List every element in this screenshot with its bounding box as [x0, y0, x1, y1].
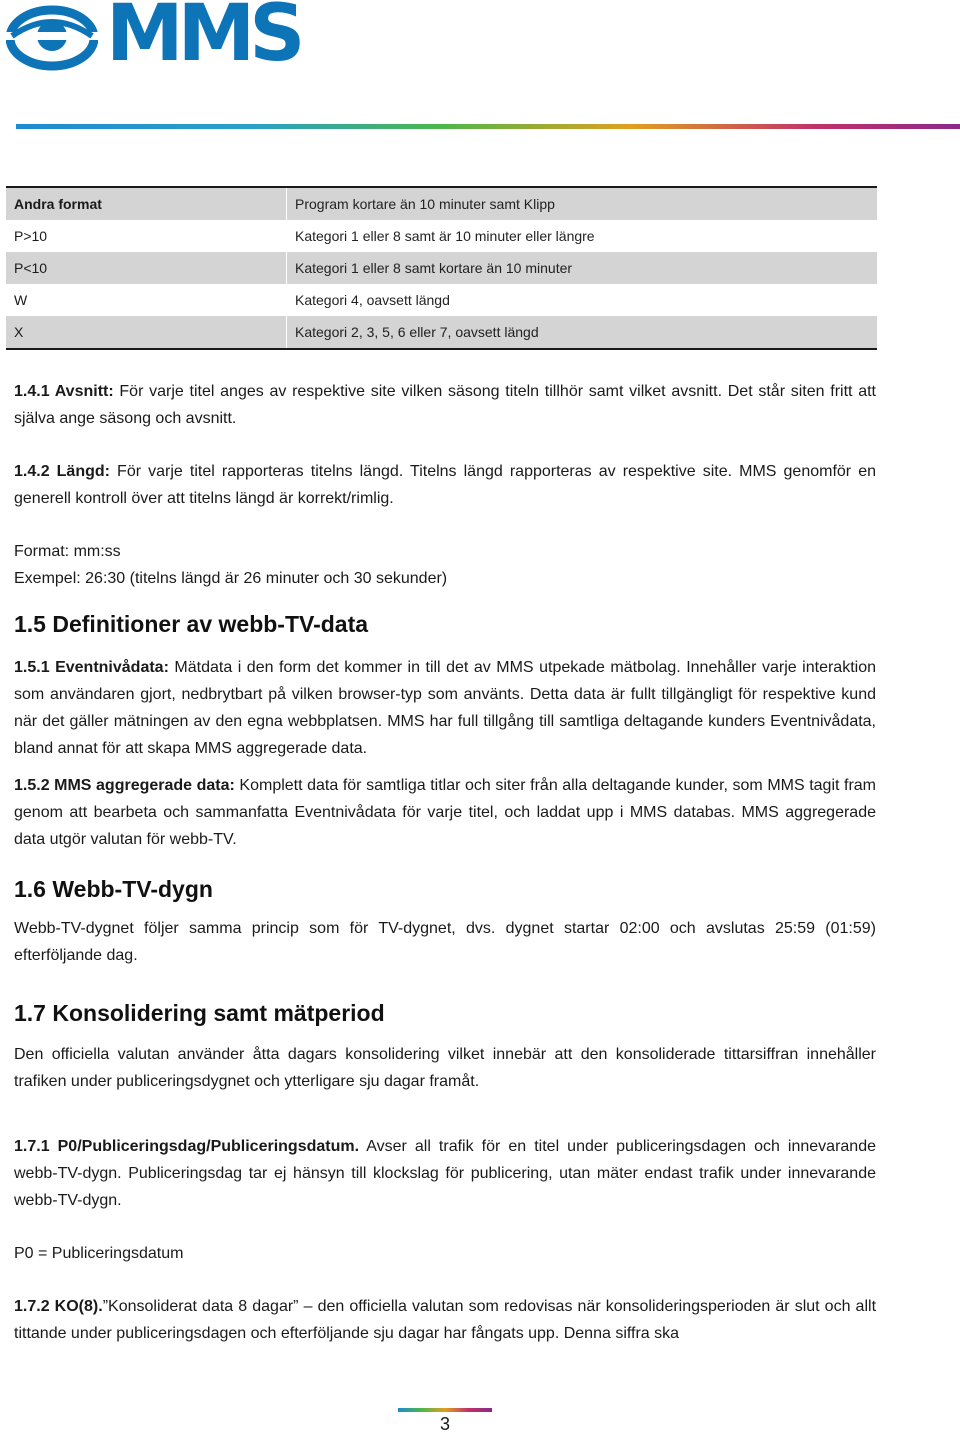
paragraph-1-7: Den officiella valutan använder åtta dagars konsolidering vilket innebär att den konsoliderade tittarsiffran innehåller trafiken under publiceringsdygnet och ytterligare sju dagar framåt.: [14, 1046, 876, 1090]
section-label: 1.4.1 Avsnitt:: [14, 383, 114, 400]
page-number: 3: [439, 1414, 450, 1434]
section-1-7-1: [14, 1133, 876, 1214]
section-text: För varje titel anges av respektive site vilken säsong titeln tillhör samt vilket avsnitt. Det står siten fritt att själva ange säsong och avsnitt.: [14, 383, 876, 427]
table-cell-code: P>10: [6, 220, 287, 252]
table-cell-desc: Kategori 4, oavsett längd: [295, 292, 450, 308]
format-table: [6, 186, 877, 350]
section-text: ”Konsoliderat data 8 dagar” – den officiella valutan som redovisas när konsolideringsperioden är slut och allt tittande under publiceringsdagen och efterföljande sju dagar har fångats upp. Denna siffra ska: [14, 1298, 877, 1342]
table-cell-desc: Kategori 1 eller 8 samt är 10 minuter eller längre: [295, 228, 595, 244]
section-text: Mätdata i den form det kommer in till det av MMS utpekade mätbolag. Innehåller varje interaktion som användaren gjort, nedbrytbart på vilken browser-typ som använts. Detta data är fullt tillgängligt för respektive kund när det gäller mätningen av den egna webbplatsen. MMS har full tillgång till samtliga deltagande kunders Eventnivådata, bland annat för att skapa MMS aggregerade data.: [14, 659, 876, 757]
example-line: Exempel: 26:30 (titelns längd är 26 minuter och 30 sekunder): [14, 570, 448, 587]
table-cell-code: W: [6, 284, 287, 316]
logo-text: MMS: [106, 0, 300, 79]
table-cell-code: Andra format: [6, 187, 287, 220]
table-row: [6, 252, 877, 284]
section-text: Komplett data för samtliga titlar och siter från alla deltagande kunder, som MMS tagit fram genom att bearbeta och sammanfatta Eventnivådata för varje titel, och laddat upp i MMS databas. MMS aggregerade data utgör valutan för webb-TV.: [14, 777, 877, 848]
section-1-5-2: [14, 772, 876, 853]
table-cell-desc: Kategori 2, 3, 5, 6 eller 7, oavsett längd: [287, 316, 878, 349]
table-cell-desc: Kategori 1 eller 8 samt kortare än 10 minuter: [287, 252, 878, 284]
document-body: [14, 378, 876, 1347]
format-line: Format: mm:ss: [14, 543, 121, 560]
paragraph-1-6: Webb-TV-dygnet följer samma princip som för TV-dygnet, dvs. dygnet startar 02:00 och avslutas 25:59 (01:59) efterföljande dag.: [14, 920, 876, 964]
section-label: 1.7.2 KO(8).: [14, 1298, 103, 1315]
table-cell-code: P<10: [6, 252, 287, 284]
table-cell-desc: Program kortare än 10 minuter samt Klipp: [287, 187, 878, 220]
section-1-7-2: [14, 1293, 876, 1347]
page-header: [0, 0, 960, 135]
footer-color-rule: [398, 1408, 492, 1412]
section-label: 1.7.1 P0/Publiceringsdag/Publiceringsdatum.: [14, 1138, 360, 1155]
eye-logo-icon: [6, 2, 98, 72]
table-cell-code: X: [6, 316, 287, 349]
section-1-4-1: [14, 378, 876, 432]
section-label: 1.4.2 Längd:: [14, 463, 110, 480]
section-label: 1.5.2 MMS aggregerade data:: [14, 777, 235, 794]
header-color-rule: [16, 124, 960, 129]
section-1-5-1: [14, 654, 876, 762]
heading-1-7: 1.7 Konsolidering samt mätperiod: [14, 1000, 385, 1026]
table-row: [6, 284, 877, 316]
section-1-4-2: [14, 458, 876, 512]
table-row: [6, 187, 877, 220]
mms-logo: [6, 0, 300, 79]
heading-1-6: 1.6 Webb-TV-dygn: [14, 876, 213, 902]
heading-1-5: 1.5 Definitioner av webb-TV-data: [14, 611, 369, 637]
section-text: Avser all trafik för en titel under publiceringsdagen och innevarande webb-TV-dygn. Publiceringsdag tar ej hänsyn till klockslag för publicering, utan mäter endast trafik under innevarande webb-TV-dygn.: [14, 1138, 877, 1209]
section-label: 1.5.1 Eventnivådata:: [14, 659, 169, 676]
p0-line: P0 = Publiceringsdatum: [14, 1245, 184, 1262]
table-row: [6, 220, 877, 252]
table-row: [6, 316, 877, 349]
section-text: För varje titel rapporteras titelns längd. Titelns längd rapporteras av respektive site. MMS genomför en generell kontroll över att titelns längd är korrekt/rimlig.: [14, 463, 876, 507]
